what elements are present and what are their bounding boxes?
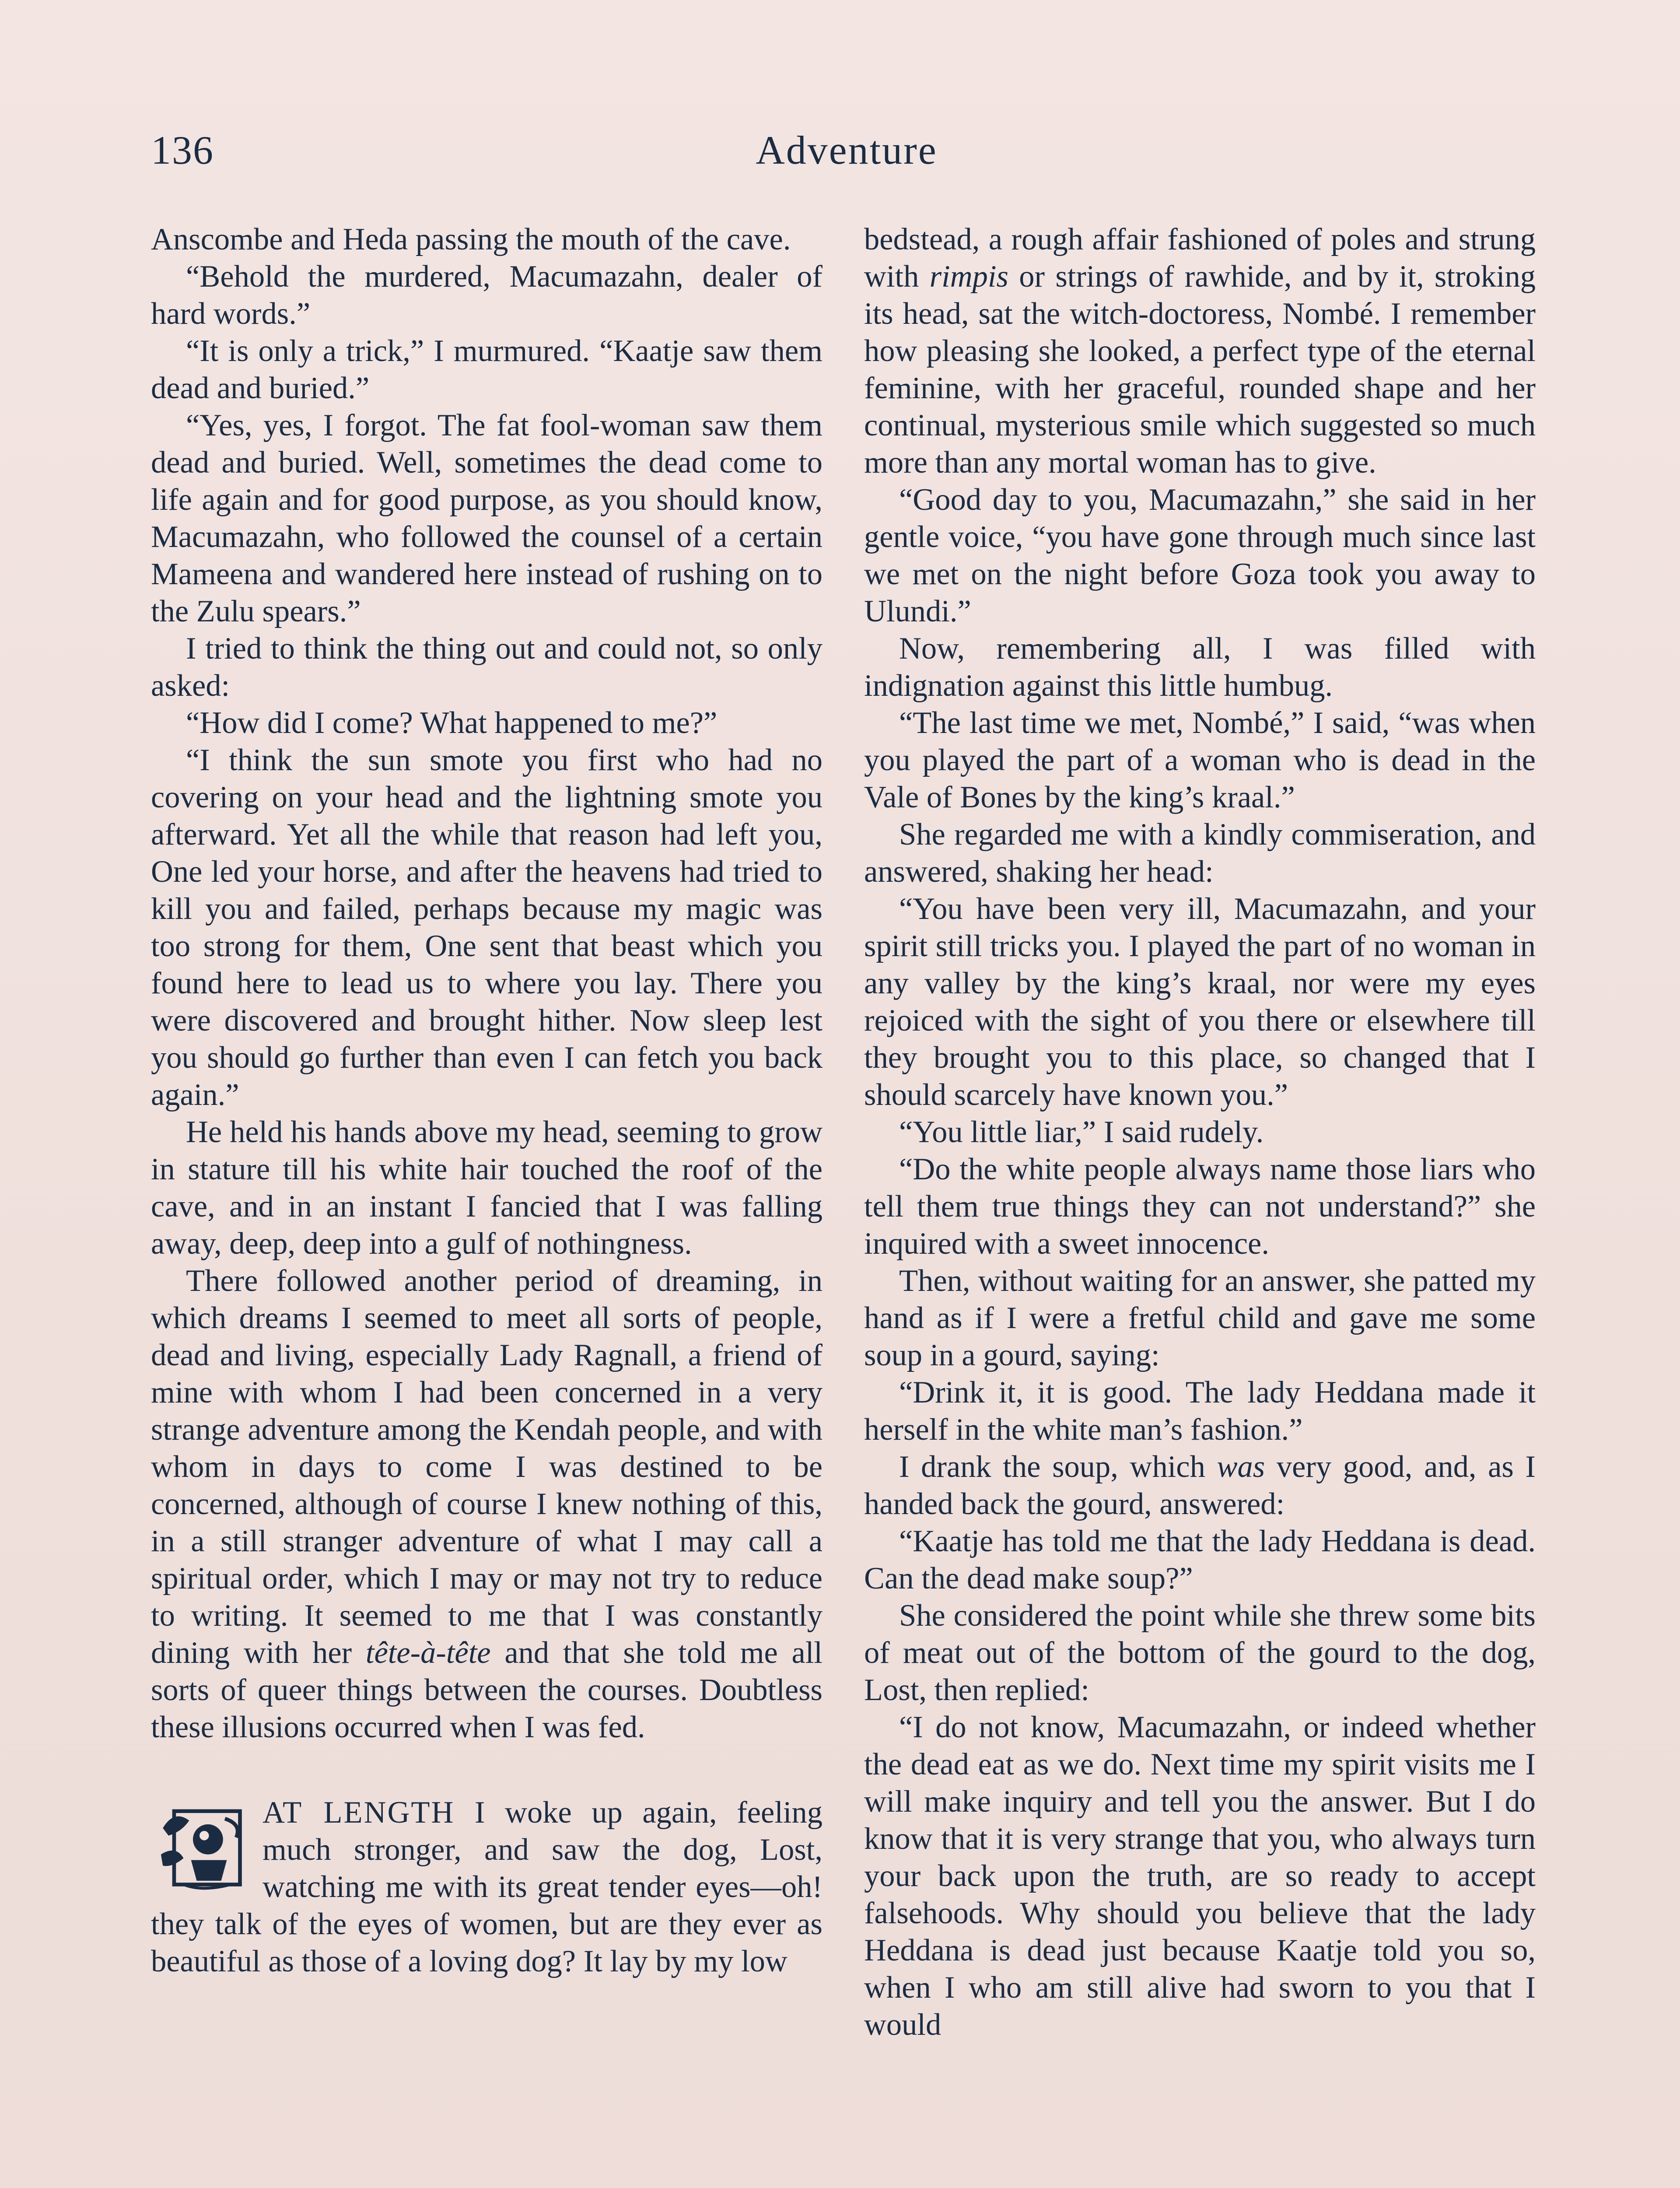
paragraph: “It is only a trick,” I murmured. “Kaatje saw them dead and buried.” (151, 334, 822, 405)
paragraph: “Good day to you, Macumazahn,” she said in her gentle voice, “you have gone through much since last we met on the night before Goza took you away to Ulundi.” (864, 483, 1536, 628)
paragraph: She regarded me with a kindly commiseration, and answered, shaking her head: (864, 817, 1536, 889)
drop-paragraph-text: I woke up again, feeling much stronger, and saw the dog, Lost, watching me with its great tender eyes—oh! they talk of the eyes of women, but are they ever as beautiful as those of a loving dog? It lay by my low (151, 1795, 822, 1978)
ornamental-initial-icon (155, 1798, 249, 1896)
paragraph: “The last time we met, Nombé,” I said, “was when you played the part of a woman who is dead in the Vale of Bones by the king’s kraal.” (864, 706, 1536, 814)
paragraph-text: very good, and, as I handed back the gourd, answered: (864, 1450, 1536, 1521)
paragraph: Now, remembering all, I was filled with indignation against this little humbug. (864, 631, 1536, 703)
paragraph: “Drink it, it is good. The lady Heddana made it herself in the white man’s fashion.” (864, 1375, 1536, 1447)
running-header (151, 127, 1542, 188)
page-number: 136 (151, 128, 214, 172)
drop-lead: AT LENGTH (262, 1795, 455, 1830)
paragraph: “How did I come? What happened to me?” (186, 706, 718, 740)
paragraph: “I do not know, Macumazahn, or indeed whether the dead eat as we do. Next time my spirit visits me I will make inquiry and tell you the answer. But I do know that it is very strange that you, who always turn your back upon the truth, are so ready to accept falsehoods. Why should you believe that the lady Heddana is dead just because Kaatje told you so, when I who am still alive had sworn to you that I would (864, 1710, 1536, 2042)
paragraph-text: or strings of rawhide, and by it, stroking its head, sat the witch-doctoress, Nombé. I remember how pleasing she looked, a perfect type of the eternal feminine, with her graceful, rounded shape and her continual, mysterious smile which suggested so much more than any mortal woman has to give. (864, 259, 1536, 480)
paragraph: “I think the sun smote you first who had no covering on your head and the lightning smote you afterward. Yet all the while that reason had left you, One led your horse, and after the heavens had tried to kill you and failed, perhaps because my magic was too strong for them, One sent that beast which you found here to lead us to where you lay. There you were discovered and brought hither. Now sleep lest you should go further than even I can fetch you back again.” (151, 743, 822, 1112)
paragraph: I tried to think the thing out and could not, so only asked: (151, 631, 822, 703)
paragraph: Then, without waiting for an answer, she patted my hand as if I were a fretful child and gave me some soup in a gourd, saying: (864, 1264, 1536, 1372)
paragraph: “Behold the murdered, Macumazahn, dealer of hard words.” (151, 259, 822, 331)
paragraph: She considered the point while she threw some bits of meat out of the bottom of the gourd to the dog, Lost, then replied: (864, 1599, 1536, 1707)
paragraph: “Yes, yes, I forgot. The fat fool-woman saw them dead and buried. Well, sometimes the dead come to life again and for good purpose, as you should know, Macumazahn, who followed the counsel of a certain Mameena and wandered here instead of rushing on to the Zulu spears.” (151, 408, 822, 628)
left-column (151, 221, 822, 1980)
paragraph-tail: and that she told me all sorts of queer things between the courses. Doubtless these illusions occurred when I was fed. (151, 1636, 823, 1744)
drop-cap-paragraph (151, 1794, 822, 1980)
paragraph: Anscombe and Heda passing the mouth of the cave. (151, 222, 791, 256)
paragraph-continued (864, 221, 1536, 481)
paragraph-text: There followed another period of dreaming, in which dreams I seemed to meet all sorts of people, dead and living, especially Lady Ragnall, a friend of mine with whom I had been concerned in a very strange adventure among the Kendah people, and with whom in days to come I was destined to be concerned, although of course I knew nothing of this, in a still stranger adventure of what I may call a spiritual order, which I may or may not try to reduce to writing. It seemed to me that I was constantly dining with her (151, 1264, 822, 1670)
right-column (864, 221, 1536, 2044)
paragraph: “You have been very ill, Macumazahn, and your spirit still tricks you. I played the part of no woman in any valley by the king’s kraal, nor were my eyes rejoiced with the sight of you there or elsewhere till they brought you to this place, so changed that I should scarcely have known you.” (864, 892, 1536, 1112)
paragraph: “Kaatje has told me that the lady Heddana is dead. Can the dead make soup?” (864, 1524, 1536, 1595)
italic-phrase: tête-à-tête (365, 1636, 491, 1670)
italic-word: was (1217, 1450, 1265, 1484)
paragraph-dreaming (151, 1262, 822, 1746)
running-title: Adventure (756, 128, 938, 172)
italic-word: rimpis (929, 259, 1008, 294)
paragraph-text: I drank the soup, which (899, 1450, 1205, 1484)
paragraph: “You little liar,” I said rudely. (899, 1115, 1264, 1149)
paragraph-text: bedstead, a rough affair fashioned of poles and strung with (864, 222, 1536, 294)
paragraph-soup (864, 1448, 1536, 1523)
paragraph: “Do the white people always name those liars who tell them true things they can not understand?” she inquired with a sweet innocence. (864, 1152, 1536, 1261)
paragraph: He held his hands above my head, seeming to grow in stature till his white hair touched the roof of the cave, and in an instant I fancied that I was falling away, deep, deep into a gulf of nothingness. (151, 1115, 822, 1261)
